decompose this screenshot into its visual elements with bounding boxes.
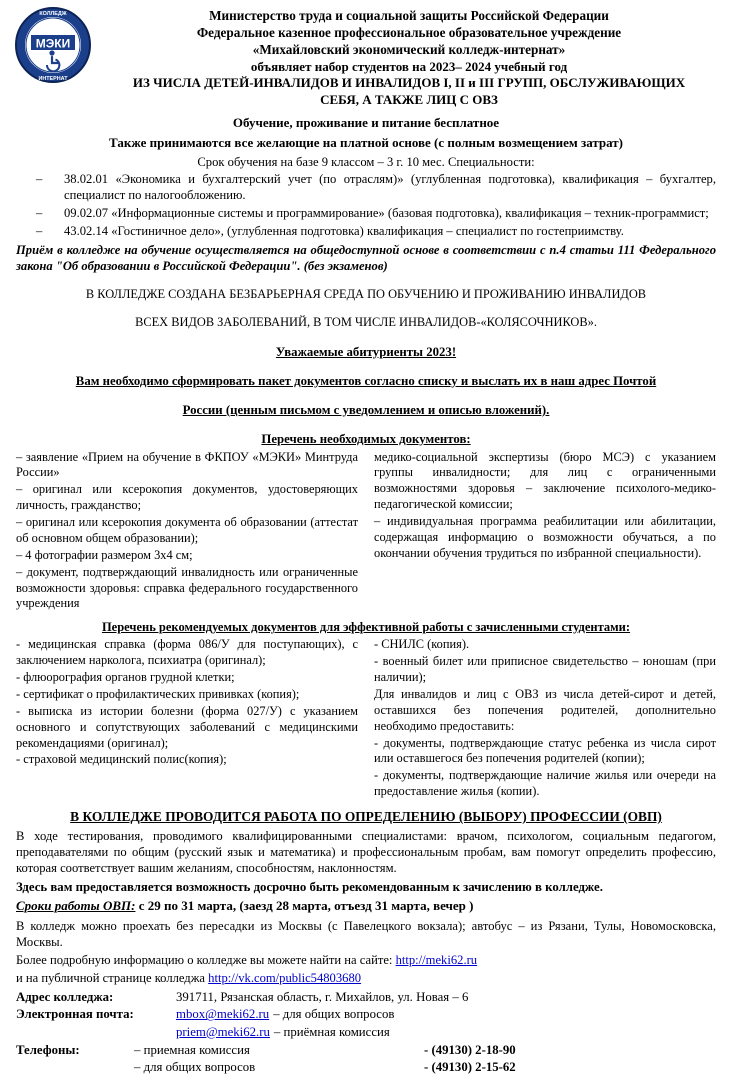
recommended-doc-item: - документы, подтверждающие статус ребенка из числа сирот или оставшегося без попечения родителей (копии);: [374, 735, 716, 766]
specialty-item: – 43.02.14 «Гостиничное дело», (углубленная подготовка) квалификация – специалист по гостеприимству.: [50, 223, 716, 239]
free-education-line: Обучение, проживание и питание бесплатное: [232, 114, 500, 130]
required-doc-item: – документ, подтверждающий инвалидность или ограниченные возможности здоровья: справка федерального государственного учреждения: [16, 564, 358, 611]
recommended-doc-item: - флюорография органов грудной клетки;: [16, 670, 235, 685]
address-row: [16, 989, 716, 1005]
email-link-admissions[interactable]: priem@meki62.ru: [176, 1024, 270, 1039]
required-docs-left: [16, 450, 358, 614]
address-label: Адрес колледжа:: [16, 990, 114, 1004]
mail-instruction-line-1: Вам необходимо сформировать пакет документов согласно списку и выслать их в наш адрес Почтой: [75, 373, 657, 388]
phone-row: [134, 1042, 716, 1058]
vk-info-line: [16, 970, 716, 986]
admission-basis-note: Приём в колледже на обучение осуществляется на общедоступной основе в соответствии с п.4 статьи 111 Федерального закона "Об образовании в Российской Федерации". (без экзаменов): [16, 243, 716, 274]
required-doc-item: – заявление «Прием на обучение в ФКПОУ «МЭКИ» Минтруда России»: [16, 449, 358, 480]
vk-page-link[interactable]: http://vk.com/public54803680: [208, 970, 362, 985]
study-term-line: Срок обучения на базе 9 классом – 3 г. 10 мес. Специальности:: [197, 154, 535, 169]
required-doc-item: – оригинал или ксерокопия документа об образовании (аттестат об основном общем образовании);: [16, 515, 358, 545]
barrier-free-line-1: В КОЛЛЕДЖЕ СОЗДАНА БЕЗБАРЬЕРНАЯ СРЕДА ПО ОБУЧЕНИЮ И ПРОЖИВАНИЮ ИНВАЛИДОВ: [85, 287, 647, 302]
email-label: Электронная почта:: [16, 1007, 134, 1022]
recommended-docs-title: Перечень рекомендуемых документов для эффективной работы с зачисленными студентами:: [101, 620, 631, 635]
ministry-line: Министерство труда и социальной защиты Российской Федерации: [209, 8, 609, 23]
email-note-general: – для общих вопросов: [273, 1007, 395, 1022]
phone-number: - (49130) 2-18-90: [424, 1043, 516, 1058]
email-value-2: [176, 1024, 716, 1040]
contacts-block: [16, 989, 716, 1075]
required-doc-item: – индивидуальная программа реабилитации или абилитации, содержащая информацию о возможности обучаться, а по окончании обучения трудиться по избранной специальности).: [374, 514, 716, 560]
applicants-attention: Уважаемые абитуриенты 2023!: [275, 344, 457, 359]
target-group-line-1: ИЗ ЧИСЛА ДЕТЕЙ-ИНВАЛИДОВ И ИНВАЛИДОВ I, II и III ГРУПП, ОБСЛУЖИВАЮЩИХ: [132, 75, 686, 91]
document-header: [102, 8, 716, 109]
specialties-list: [16, 171, 716, 239]
phone-name: – для общих вопросов: [134, 1059, 256, 1074]
target-group-line-2: СЕБЯ, А ТАКЖЕ ЛИЦ С ОВЗ: [320, 91, 498, 107]
college-name-line: «Михайловский экономический колледж-интернат»: [252, 41, 566, 57]
ovp-opportunity-line: Здесь вам предоставляется возможность досрочно быть рекомендованным к зачислению в колледже.: [16, 879, 603, 894]
required-doc-item: – оригинал или ксерокопия документов, удостоверяющих личность, гражданство;: [16, 482, 358, 513]
travel-info: В колледж можно проехать без пересадки из Москвы (с Павелецкого вокзала); автобус – из Рязани, Тулы, Новомосковска, Москвы.: [16, 918, 716, 949]
recommended-doc-item: Для инвалидов и лиц с ОВЗ из числа детей-сирот и детей, оставшихся без попечения родителей, дополнительно необходимо предоставить:: [374, 686, 716, 733]
email-row-1: [16, 1006, 716, 1022]
required-docs-columns: [16, 450, 716, 614]
recommended-doc-item: - документы, подтверждающие наличие жилья или очереди на предоставление жилья (копии).: [374, 768, 716, 799]
paid-education-line: Также принимаются все желающие на платной основе (с полным возмещением затрат): [108, 135, 624, 151]
institution-type-line: Федеральное казенное профессиональное образовательное учреждение: [196, 24, 622, 40]
required-docs-right: [374, 450, 716, 614]
mail-instruction-line-2: России (ценным письмом с уведомлением и описью вложений).: [182, 403, 550, 418]
ovp-title: В КОЛЛЕДЖЕ ПРОВОДИТСЯ РАБОТА ПО ОПРЕДЕЛЕНИЮ (ВЫБОРУ) ПРОФЕССИИ (ОВП): [70, 809, 662, 825]
website-info-line: [16, 952, 716, 968]
required-doc-item: медико-социальной экспертизы (бюро МСЭ) с указанием группы инвалидности; для лиц с ограниченными возможностями здоровья – заключение психолого-медико-педагогической комиссии;: [374, 449, 716, 512]
recommended-docs-right: [374, 637, 716, 801]
ovp-dates-line: [16, 898, 716, 915]
recommended-docs-columns: [16, 637, 716, 801]
phones-label: Телефоны:: [16, 1043, 80, 1058]
phone-row: [134, 1059, 716, 1075]
ovp-description: В ходе тестирования, проводимого квалифицированными специалистами: врачом, психологом, социальным педагогом, преподавателями по общим (русский язык и математика) и профессиональным пробам, вам помогут определить профессию, которая соответствует вашим желаниям, способностям, наклонностям.: [16, 829, 716, 876]
phones-list: [134, 1042, 716, 1075]
specialty-item: – 38.02.01 «Экономика и бухгалтерский учет (по отраслям)» (углубленная подготовка), квалификация – бухгалтер, специалист по налогообложению.: [50, 171, 716, 203]
barrier-free-line-2: ВСЕХ ВИДОВ ЗАБОЛЕВАНИЙ, В ТОМ ЧИСЛЕ ИНВАЛИДОВ-«КОЛЯСОЧНИКОВ».: [135, 315, 597, 330]
recommended-doc-item: - страховой медицинский полис(копия);: [16, 752, 227, 767]
ovp-dates-label: Сроки работы ОВП:: [16, 897, 136, 913]
email-link-general[interactable]: mbox@meki62.ru: [176, 1007, 270, 1022]
email-row-2: [16, 1024, 716, 1040]
recommended-doc-item: - сертификат о профилактических прививках (копия);: [16, 686, 300, 701]
vk-info-prefix: и на публичной странице колледжа: [16, 970, 206, 985]
ovp-dates-main: с 29 по 31 марта,: [135, 897, 237, 913]
address-value: 391711, Рязанская область, г. Михайлов, ул. Новая – 6: [176, 990, 469, 1004]
admission-year-line: объявляет набор студентов на 2023– 2024 учебный год: [250, 58, 568, 74]
recommended-doc-item: - военный билет или приписное свидетельство – юношам (при наличии);: [374, 654, 716, 685]
specialty-item: – 09.02.07 «Информационные системы и программирование» (базовая подготовка), квалификация – техник-программист;: [50, 205, 716, 221]
phone-name: – приемная комиссия: [134, 1043, 250, 1058]
phone-number: - (49130) 2-15-62: [424, 1059, 516, 1074]
recommended-doc-item: - медицинская справка (форма 086/У для поступающих), с заключением нарколога, психиатра (оригинал);: [16, 637, 358, 668]
svg-text:КОЛЛЕДЖ: КОЛЛЕДЖ: [39, 11, 67, 17]
ovp-dates-tail: (заезд 28 марта, отъезд 31 марта, вечер ): [236, 897, 474, 913]
recommended-doc-item: - СНИЛС (копия).: [374, 637, 470, 652]
required-docs-title: Перечень необходимых документов:: [261, 432, 471, 447]
college-website-link[interactable]: http://meki62.ru: [395, 952, 478, 967]
email-note-admissions: – приёмная комиссия: [273, 1024, 390, 1039]
email-value-1: [176, 1006, 716, 1022]
svg-text:МЭКИ: МЭКИ: [35, 36, 71, 51]
phones-block: [16, 1042, 716, 1075]
recommended-doc-item: - выписка из истории болезни (форма 027/У) с указанием основного и сопутствующих заболеваний с медицинскими рекомендациями (оригинал);: [16, 703, 358, 750]
recommended-docs-left: [16, 637, 358, 801]
svg-text:ИНТЕРНАТ: ИНТЕРНАТ: [38, 76, 68, 82]
website-info-prefix: Более подробную информацию о колледже вы можете найти на сайте:: [16, 952, 393, 967]
college-logo: [14, 6, 92, 84]
required-doc-item: – 4 фотографии размером 3х4 см;: [16, 547, 193, 562]
